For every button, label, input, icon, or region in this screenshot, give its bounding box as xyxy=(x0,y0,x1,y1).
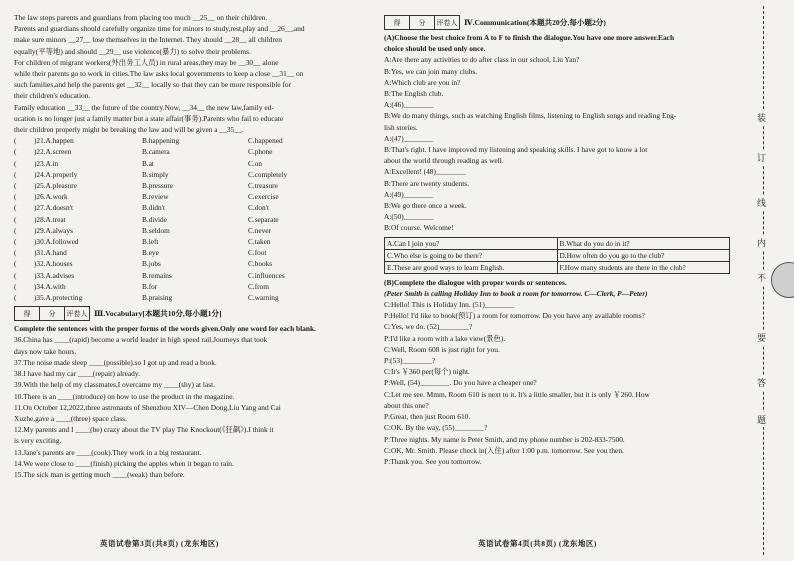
dialogue-line: B:Of course. Welcome! xyxy=(384,223,454,233)
option-cell: C.exercise xyxy=(248,192,279,202)
vocab-line: Xuzhe,gave a ____(three) space class. xyxy=(14,413,127,423)
option-cell: ( xyxy=(14,169,17,179)
option-cell: )23.A.in xyxy=(34,158,59,168)
grader-cell: 评卷人 xyxy=(436,18,458,27)
passage-line: For children of migrant workers(外出务工人员) in rural areas,they may be __30__ alone xyxy=(14,57,279,67)
dialogue-line: B:The English club. xyxy=(384,89,444,99)
option-row xyxy=(14,202,387,213)
dialogue-line: B:Yes, we can join many clubs. xyxy=(384,66,478,76)
option-cell: C.happened xyxy=(248,136,283,146)
grader-cell: 评卷人 xyxy=(66,309,88,318)
cloze-passage xyxy=(14,12,387,135)
option-cell: B.review xyxy=(142,192,169,202)
dialogue-line: about this one? xyxy=(384,400,429,410)
left-page xyxy=(0,0,395,561)
binding-hole-icon xyxy=(771,262,794,298)
option-cell: B.praising xyxy=(142,293,173,303)
option-cell: )28.A.treat xyxy=(34,214,66,224)
score-cell: 分 xyxy=(410,16,435,29)
passage-line: ucation is no longer just a family matter but a state affair(事务).Parents who fail to educate xyxy=(14,113,284,123)
dialogue-line: A:Are there any activities to do after class in our school, Liu Yan? xyxy=(384,55,580,65)
left-footer: 英语试卷第3页(共8页) (龙东地区) xyxy=(100,539,219,548)
dialogue-line: B:We do many things, such as watching English films, listening to English songs and reading Eng- xyxy=(384,111,677,121)
option-cell: C.from xyxy=(248,281,269,291)
binding-margin xyxy=(745,0,794,561)
partB-instructions: (B)Complete the dialogue with proper words or sentences. xyxy=(384,277,567,287)
score-box xyxy=(384,15,460,30)
option-cell: ( xyxy=(14,248,17,258)
option-cell: C.taken xyxy=(248,237,271,247)
vocab-line: 39.With the help of my classmates,I overcame my ____(shy) at last. xyxy=(14,380,216,390)
choices-table xyxy=(384,237,730,274)
option-cell: B.happening xyxy=(142,136,180,146)
option-row xyxy=(14,225,387,236)
dialogue-line: P:Three nights. My name is Peter Smith, and my phone number is 202-833-7500. xyxy=(384,434,625,444)
dialogue-line: P:Thank you. See you tomorrow. xyxy=(384,456,482,466)
partA-instruction-line: choice should be used only once. xyxy=(384,44,486,54)
dialogue-line: C:OK, Mr. Smith. Please check in(入住) after 1:00 p.m. tomorrow. See you then. xyxy=(384,445,624,455)
option-row xyxy=(14,270,387,281)
vocab-line: is very exciting. xyxy=(14,436,62,446)
vocab-line: 10.There is an ____(introduce) on how to use the product in the magazine. xyxy=(14,391,235,401)
choice-cell: B.What do you do in it? xyxy=(559,238,630,248)
score-cell: 得 xyxy=(385,16,410,29)
dialogue-line: A:Excellent! (48)________ xyxy=(384,167,466,177)
dialogue-line: P:Well, (54)________. Do you have a cheaper one? xyxy=(384,378,537,388)
option-cell: B.eye xyxy=(142,248,159,258)
option-row xyxy=(14,146,387,157)
option-row xyxy=(14,214,387,225)
cloze-options xyxy=(14,135,387,303)
passage-line: while their parents go to work in cities.The law asks local governments to keep a close __31__ on xyxy=(14,69,304,79)
vocab-line: 11.On October 12,2022,three astronauts of Shenzhou XIV—Chen Dong,Liu Yang and Cai xyxy=(14,402,281,412)
option-row xyxy=(14,169,387,180)
option-cell: )25.A.pleasure xyxy=(34,181,77,191)
option-row xyxy=(14,135,387,146)
option-cell: C.never xyxy=(248,225,271,235)
dialogue-line: lish stories. xyxy=(384,122,418,132)
vocab-line: 15.The sick man is getting much ____(weak) than before. xyxy=(14,469,185,479)
option-cell: )29.A.always xyxy=(34,225,73,235)
vocab-line: 38.I have had my car ____(repair) already. xyxy=(14,369,140,379)
choice-cell: A.Can I join you? xyxy=(385,238,558,249)
choice-cell: C.Who else is going to be there? xyxy=(385,250,558,261)
option-row xyxy=(14,247,387,258)
option-cell: B.remains xyxy=(142,270,172,280)
option-cell: )24.A.properly xyxy=(34,169,78,179)
option-cell: )35.A.protecting xyxy=(34,293,83,303)
dialogue-a xyxy=(384,54,740,233)
option-row xyxy=(14,281,387,292)
dialogue-line: C:It's ￥360 per(每个) night. xyxy=(384,367,470,377)
option-cell: ( xyxy=(14,147,17,157)
option-row xyxy=(14,191,387,202)
option-cell: B.seldom xyxy=(142,225,170,235)
dialogue-line: C:Well, Room 608 is just right for you. xyxy=(384,344,500,354)
partA-instructions xyxy=(384,32,740,54)
dialogue-line: C:OK. By the way, (55)________? xyxy=(384,423,488,433)
passage-line: make sure minors __27__ lose themselves in the Internet. They should __28__ all children xyxy=(14,35,282,45)
dialogue-line: B:There are twenty students. xyxy=(384,178,469,188)
option-cell: ( xyxy=(14,214,17,224)
score-box xyxy=(14,306,90,321)
passage-line: equally(平等地) and should __29__ use violence(暴力) to solve their problems. xyxy=(14,46,251,56)
option-row xyxy=(14,180,387,191)
binding-char: 题 xyxy=(757,412,766,427)
option-cell: C.separate xyxy=(248,214,279,224)
dialogue-line: about the world through reading as well. xyxy=(384,156,504,166)
option-cell: ( xyxy=(14,136,17,146)
choice-row xyxy=(385,238,729,250)
vocab-line: 36.China has ____(rapid) become a world leader in high speed rail.Journeys that took xyxy=(14,335,268,345)
section4-header xyxy=(384,15,740,30)
binding-char: 要 xyxy=(757,330,766,345)
option-cell: B.didn't xyxy=(142,203,166,213)
option-cell: ( xyxy=(14,203,17,213)
option-cell: B.divide xyxy=(142,214,167,224)
option-cell: B.jobs xyxy=(142,259,161,269)
vocab-line: 13.Jane's parents are ____(cook).They work in a big restaurant. xyxy=(14,447,202,457)
option-cell: C.don't xyxy=(248,203,269,213)
option-cell: C.completely xyxy=(248,169,288,179)
vocab-line: 14.We were close to ____(finish) picking the apples when it began to rain. xyxy=(14,458,234,468)
option-cell: )21.A.happen xyxy=(34,136,74,146)
option-row xyxy=(14,292,387,303)
vocabulary-questions xyxy=(14,334,387,480)
option-cell: )27.A.doesn't xyxy=(34,203,74,213)
right-footer: 英语试卷第4页(共8页) (龙东地区) xyxy=(478,539,597,548)
passage-line: Parents and guardians should carefully organize time for minors to study,rest,play and __26__,and xyxy=(14,24,305,34)
option-cell: B.left xyxy=(142,237,159,247)
dialogue-line: C:Yes, we do. (52)________? xyxy=(384,322,473,332)
option-cell: C.foot xyxy=(248,248,267,258)
partA-instruction-line: (A)Choose the best choice from A to F to finish the dialogue.You have one more answer.Each xyxy=(384,33,675,42)
dialogue-b xyxy=(384,299,740,467)
dialogue-line: P:Great, then just Room 610. xyxy=(384,412,471,422)
option-cell: )22.A.screen xyxy=(34,147,72,157)
vocab-line: 12.My parents and I ____(be) crazy about the TV play The Knockout(《狂飙》).I think it xyxy=(14,425,274,435)
section3-title: Ⅲ.Vocabulary[本题共10分,每小题1分] xyxy=(94,309,222,319)
binding-char: 订 xyxy=(757,150,766,165)
dialogue-line: C:Let me see. Mmm, Room 610 is next to it. It's a little smaller, but it is only ￥260. How xyxy=(384,389,650,399)
vocab-line: days now take hours. xyxy=(14,346,77,356)
choice-cell: D.How often do you go to the club? xyxy=(559,250,665,260)
choice-row xyxy=(385,250,729,262)
passage-line: The law stops parents and guardians from placing too much __25__ on their children. xyxy=(14,13,268,22)
option-cell: B.simply xyxy=(142,169,169,179)
option-cell: ( xyxy=(14,293,17,303)
choice-cell: F.How many students are there in the club? xyxy=(559,262,686,272)
option-cell: C.warning xyxy=(248,293,279,303)
partB-context: (Peter Smith is calling Holiday Inn to book a room for tomorrow. C—Clerk, P—Peter) xyxy=(384,288,648,298)
option-cell: C.books xyxy=(248,259,273,269)
option-cell: ( xyxy=(14,281,17,291)
choice-row xyxy=(385,262,729,273)
option-cell: B.camera xyxy=(142,147,170,157)
option-cell: )31.A.hand xyxy=(34,248,67,258)
dialogue-line: A:(47)________ xyxy=(384,133,434,143)
passage-line: their children properly might be breaking the law and will be given a __35__. xyxy=(14,125,244,135)
vocab-line: 37.The noise made sleep ____(possible).so I got up and read a book. xyxy=(14,357,217,367)
dialogue-line: B:We go there once a week. xyxy=(384,201,467,211)
binding-char: 内 xyxy=(757,235,766,250)
dialogue-line: A:Which club are you in? xyxy=(384,77,461,87)
option-row xyxy=(14,258,387,269)
option-row xyxy=(14,158,387,169)
dialogue-line: A:(46)________ xyxy=(384,100,434,110)
dialogue-line: P:I'd like a room with a lake view(景色). xyxy=(384,333,506,343)
right-page xyxy=(378,0,740,561)
binding-char: 不 xyxy=(757,270,766,285)
dialogue-line: C:Hello! This is Holiday Inn. (51)________ xyxy=(384,300,515,310)
option-cell: C.treasure xyxy=(248,181,278,191)
option-cell: ( xyxy=(14,237,17,247)
dialogue-line: B:That's right. I have improved my listening and speaking skills. I have got to know a lot xyxy=(384,145,648,155)
dialogue-line: P:Hello! I'd like to book(预订) a room for tomorrow. Do you have any available rooms? xyxy=(384,311,645,321)
option-cell: ( xyxy=(14,181,17,191)
option-cell: C.influences xyxy=(248,270,285,280)
section3-header xyxy=(14,306,387,321)
option-cell: C.phone xyxy=(248,147,273,157)
binding-char: 答 xyxy=(757,375,766,390)
option-cell: )33.A.advises xyxy=(34,270,75,280)
option-cell: ( xyxy=(14,192,17,202)
section3-instructions: Complete the sentences with the proper forms of the words given.Only one word for each blank. xyxy=(14,324,316,334)
option-cell: )30.A.followed xyxy=(34,237,79,247)
score-cell: 得 xyxy=(15,307,40,320)
option-cell: )26.A.work xyxy=(34,192,68,202)
option-cell: C.on xyxy=(248,158,262,168)
option-cell: )32.A.houses xyxy=(34,259,73,269)
option-cell: ( xyxy=(14,259,17,269)
option-cell: B.for xyxy=(142,281,158,291)
choice-cell: E.These are good ways to learn English. xyxy=(385,262,558,273)
section4-title: Ⅳ.Communication(本题共20分,每小题2分) xyxy=(464,18,606,27)
score-cell: 分 xyxy=(40,307,65,320)
option-cell: B.at xyxy=(142,158,154,168)
option-row xyxy=(14,236,387,247)
option-cell: ( xyxy=(14,270,17,280)
dialogue-line: A:(50)________ xyxy=(384,212,434,222)
dialogue-line: A:(49)________ xyxy=(384,189,434,199)
option-cell: ( xyxy=(14,225,17,235)
option-cell: )34.A.with xyxy=(34,281,66,291)
dialogue-line: P:(53)________? xyxy=(384,356,436,366)
passage-line: Family education __33__ the future of the country.Now, __34__ the new law,family ed- xyxy=(14,102,274,112)
option-cell: ( xyxy=(14,158,17,168)
binding-char: 装 xyxy=(757,110,766,125)
passage-line: their children's education. xyxy=(14,91,91,101)
passage-line: such families,and help the parents get __32__ locally so that they can be more responsible for xyxy=(14,80,292,90)
option-cell: B.pressure xyxy=(142,181,174,191)
binding-char: 线 xyxy=(757,195,766,210)
